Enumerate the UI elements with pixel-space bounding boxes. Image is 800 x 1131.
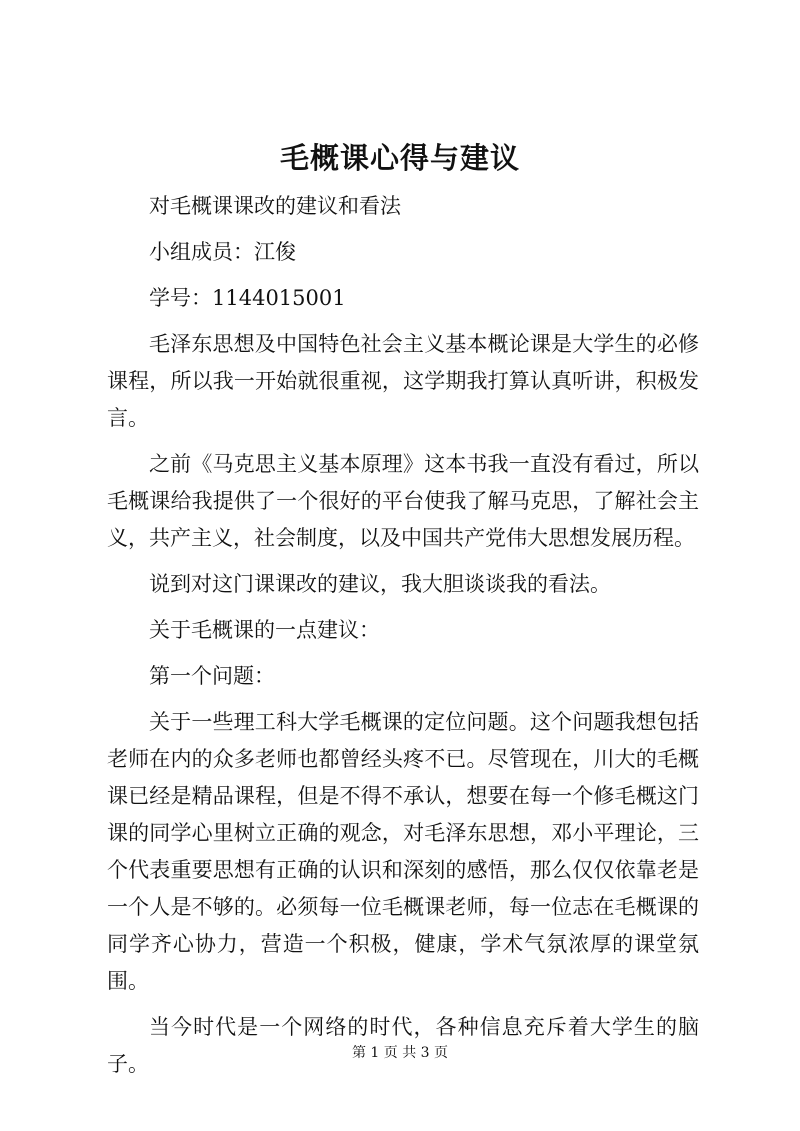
paragraph-intro: 毛泽东思想及中国特色社会主义基本概论课是大学生的必修课程，所以我一开始就很重视，这学期我打算认真听讲，积极发言。 bbox=[107, 332, 699, 430]
document-title: 毛概课心得与建议 bbox=[279, 141, 520, 175]
paragraph-suggestion-lead: 说到对这门课课改的建议，我大胆谈谈我的看法。 bbox=[149, 572, 611, 596]
paragraph-positioning: 关于一些理工科大学毛概课的定位问题。这个问题我想包括老师在内的众多老师也都曾经头疼不已。尽管现在，川大的毛概课已经是精品课程，但是不得不承认，想要在每一个修毛概这门课的同学心里树立正确的观念，对毛泽东思想，邓小平理论，三个代表重要思想有正确的认识和深刻的感悟，那么仅仅依靠老是一个人是不够的。必须每一位毛概课老师，每一位志在毛概课的同学齐心协力，营造一个积极，健康，学术气氛浓厚的课堂氛围。 bbox=[107, 710, 699, 993]
paragraph-first-question: 第一个问题： bbox=[149, 664, 275, 688]
paragraph-subtitle: 对毛概课课改的建议和看法 bbox=[149, 194, 401, 218]
paragraph-student-id: 学号：1144015001 bbox=[149, 286, 346, 310]
paragraph-group-member: 小组成员：江俊 bbox=[149, 240, 296, 264]
document-body bbox=[107, 188, 699, 1092]
paragraph-internet-era: 当今时代是一个网络的时代，各种信息充斥着大学生的脑子。 bbox=[107, 1015, 699, 1076]
page-footer: 第 1 页 共 3 页 bbox=[351, 1045, 449, 1061]
paragraph-suggestion-heading: 关于毛概课的一点建议： bbox=[149, 618, 380, 642]
paragraph-marxism: 之前《马克思主义基本原理》这本书我一直没有看过，所以毛概课给我提供了一个很好的平台使我了解马克思，了解社会主义，共产主义，社会制度，以及中国共产党伟大思想发展历程。 bbox=[107, 452, 699, 550]
